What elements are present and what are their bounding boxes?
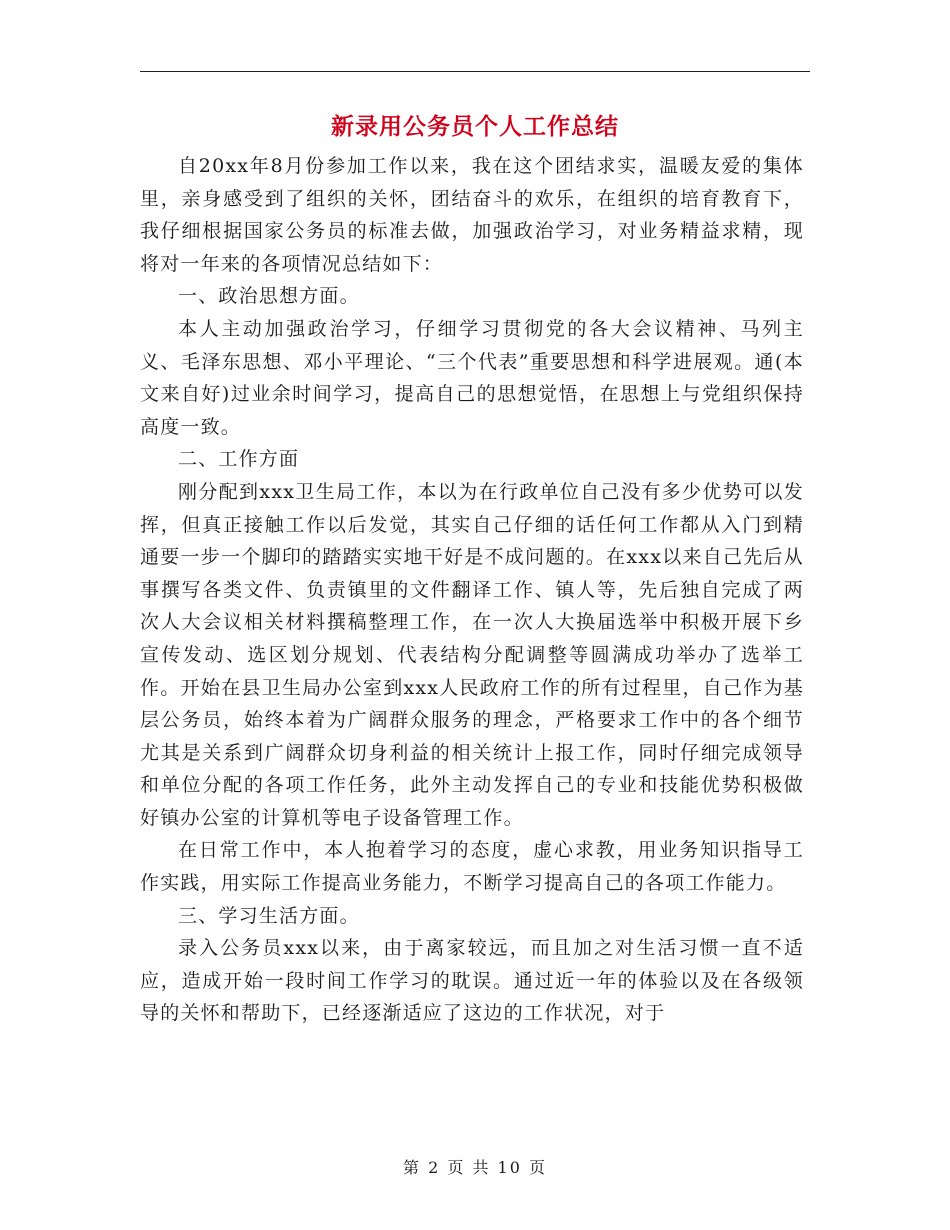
paragraph-politics: 本人主动加强政治学习，仔细学习贯彻党的各大会议精神、马列主义、毛泽东思想、邓小平理论、“三个代表”重要思想和科学进展观。通(本文来自好)过业余时间学习，提高自己的思想觉悟，在思想上与党组织保持高度一致。	[140, 317, 804, 438]
paragraph-intro: 自20xx年8月份参加工作以来，我在这个团结求实，温暖友爱的集体里，亲身感受到了组织的关怀，团结奋斗的欢乐，在组织的培育教育下，我仔细根据国家公务员的标准去做，加强政治学习，对业务精益求精，现将对一年来的各项情况总结如下：	[140, 155, 804, 275]
section-heading-study-life: 三、学习生活方面。	[178, 904, 360, 927]
paragraph-work: 刚分配到xxx卫生局工作，本以为在行政单位自己没有多少优势可以发挥，但真正接触工作以后发觉，其实自己仔细的话任何工作都从入门到精通要一步一个脚印的踏踏实实地干好是不成问题的。在xxx以来自己先后从事撰写各类文件、负责镇里的文件翻译工作、镇人等，先后独自完成了两次人大会议相关材料撰稿整理工作，在一次人大换届选举中积极开展下乡宣传发动、选区划分规划、代表结构分配调整等圆满成功举办了选举工作。开始在县卫生局办公室到xxx人民政府工作的所有过程里，自己作为基层公务员，始终本着为广阔群众服务的理念，严格要求工作中的各个细节尤其是关系到广阔群众切身利益的相关统计上报工作，同时仔细完成领导和单位分配的各项工作任务，此外主动发挥自己的专业和技能优势积极做好镇办公室的计算机等电子设备管理工作。	[140, 480, 804, 829]
header-rule	[140, 71, 810, 72]
document-title: 新录用公务员个人工作总结	[331, 113, 619, 140]
document-body	[140, 150, 804, 1030]
paragraph-daily-work: 在日常工作中，本人抱着学习的态度，虚心求教，用业务知识指导工作实践，用实际工作提高业务能力，不断学习提高自己的各项工作能力。	[140, 839, 804, 895]
paragraph-study-life: 录入公务员xxx以来，由于离家较远，而且加之对生活习惯一直不适应，造成开始一段时间工作学习的耽误。通过近一年的体验以及在各级领导的关怀和帮助下，已经逐渐适应了这边的工作状况，对于	[140, 937, 804, 1025]
section-heading-work: 二、工作方面	[178, 448, 300, 471]
page-number: 第 2 页 共 10 页	[403, 1158, 547, 1177]
section-heading-politics: 一、政治思想方面。	[178, 285, 360, 308]
